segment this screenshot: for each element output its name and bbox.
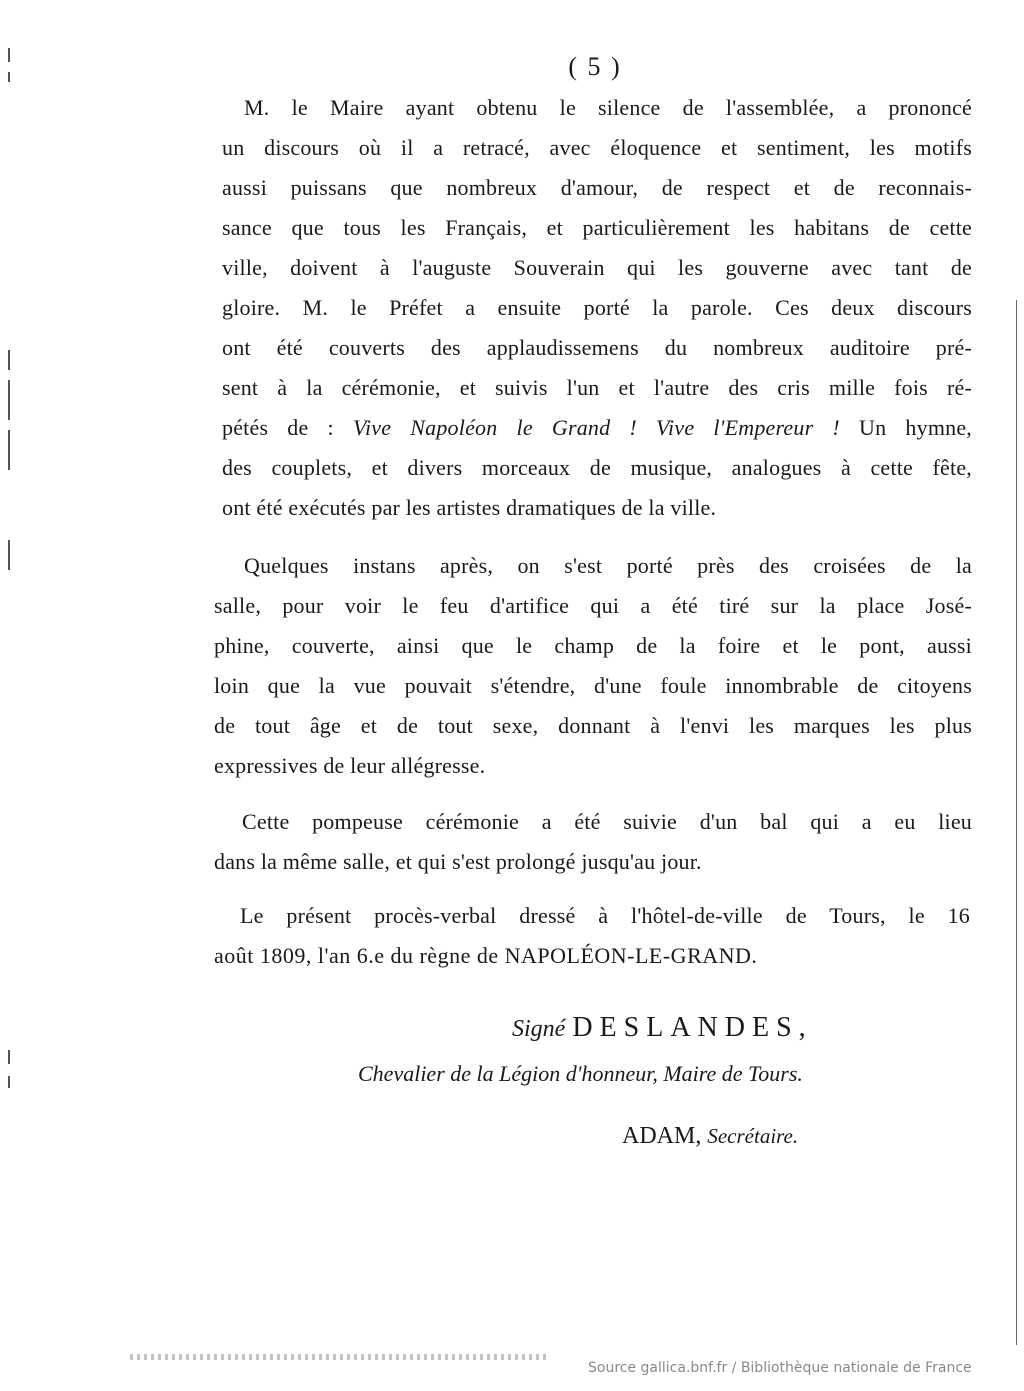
source-attribution: Source gallica.bnf.fr / Bibliothèque nationale de France bbox=[588, 1360, 972, 1376]
text-segment: pétés de : bbox=[222, 415, 353, 440]
text-line: dans la même salle, et qui s'est prolongé jusqu'au jour. bbox=[214, 849, 702, 874]
text-line: août 1809, l'an 6.e du règne de NAPOLÉON-LE-GRAND. bbox=[214, 943, 758, 968]
text-line: M. le Maire ayant obtenu le silence de l'assemblée, a prononcé bbox=[244, 95, 972, 120]
scan-smudge bbox=[130, 1354, 550, 1360]
text-line: ont été couverts des applaudissemens du nombreux auditoire pré- bbox=[222, 335, 972, 360]
text-line: Cette pompeuse cérémonie a été suivie d'un bal qui a eu lieu bbox=[242, 809, 972, 834]
text-line: gloire. M. le Préfet a ensuite porté la parole. Ces deux discours bbox=[222, 295, 972, 320]
acclamation-italic: Vive Napoléon le Grand ! Vive l'Empereur ! bbox=[352, 415, 840, 440]
secretary-name: ADAM, bbox=[622, 1123, 702, 1149]
text-line: Quelques instans après, on s'est porté près des croisées de la bbox=[244, 553, 972, 578]
mayor-title: Chevalier de la Légion d'honneur, Maire de Tours. bbox=[358, 1061, 803, 1086]
text-line: Le présent procès-verbal dressé à l'hôtel-de-ville de Tours, le 16 bbox=[240, 903, 970, 928]
mayor-signature bbox=[512, 1008, 813, 1049]
text-line-with-acclamation bbox=[222, 408, 972, 448]
text-line: un discours où il a retracé, avec éloquence et sentiment, les motifs bbox=[222, 135, 972, 160]
text-line: loin que la vue pouvait s'étendre, d'une foule innombrable de citoyens bbox=[214, 673, 972, 698]
page-number: ( 5 ) bbox=[568, 52, 622, 81]
secretary-signature bbox=[622, 1116, 798, 1156]
text-line: phine, couverte, ainsi que le champ de la foire et le pont, aussi bbox=[214, 633, 972, 658]
text-line: des couplets, et divers morceaux de musique, analogues à cette fête, bbox=[222, 455, 972, 480]
scan-edge-line bbox=[1016, 300, 1017, 1345]
mayor-name: DESLANDES, bbox=[572, 1012, 813, 1043]
text-line: ont été exécutés par les artistes dramatiques de la ville. bbox=[222, 495, 717, 520]
text-line: salle, pour voir le feu d'artifice qui a été tiré sur la place José- bbox=[214, 593, 972, 618]
secretary-role: Secrétaire. bbox=[707, 1124, 799, 1148]
text-line: expressives de leur allégresse. bbox=[214, 753, 486, 778]
text-segment: Un hymne, bbox=[839, 415, 973, 440]
signed-label: Signé bbox=[512, 1016, 566, 1042]
text-line: sance que tous les Français, et particulièrement les habitans de cette bbox=[222, 215, 972, 240]
text-line: aussi puissans que nombreux d'amour, de respect et de reconnais- bbox=[222, 175, 972, 200]
text-line: sent à la cérémonie, et suivis l'un et l'autre des cris mille fois ré- bbox=[222, 375, 972, 400]
text-line: de tout âge et de tout sexe, donnant à l'envi les marques les plus bbox=[214, 713, 972, 738]
text-line: ville, doivent à l'auguste Souverain qui les gouverne avec tant de bbox=[222, 255, 972, 280]
scan-margin-specks bbox=[8, 0, 20, 1391]
